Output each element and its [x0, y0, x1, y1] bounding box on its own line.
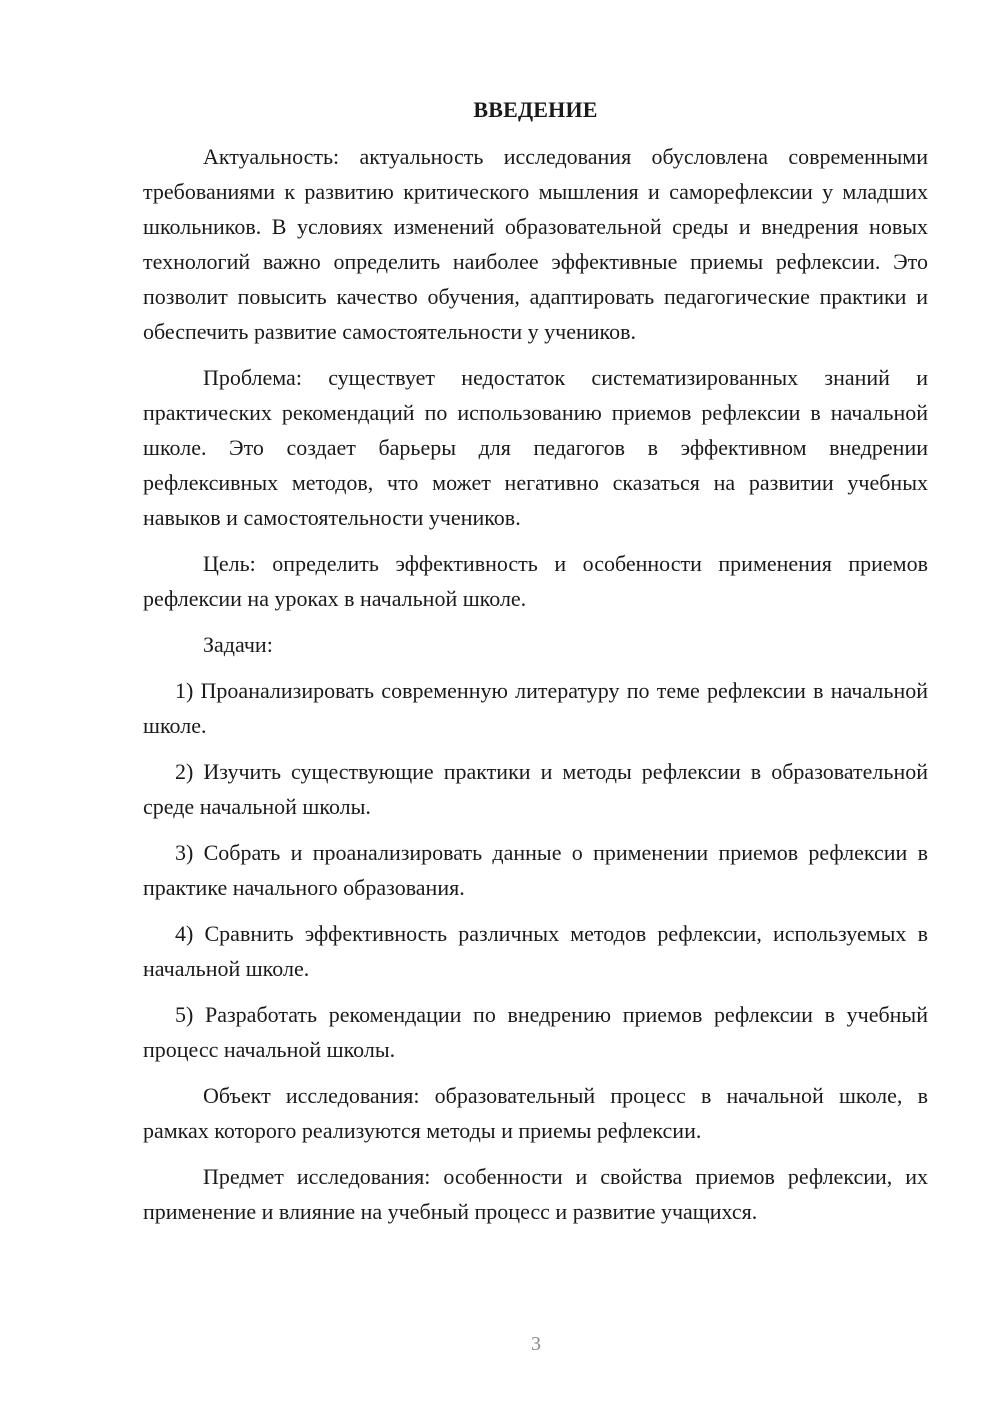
actuality-paragraph: Актуальность: актуальность исследования обусловлена современными требованиями к развитию критического мышления и саморефлексии у младших школьников. В условиях изменений образовательной среды и внедрения новых технологий важно определить наиболее эффективные приемы рефлексии. Это позволит повысить качество обучения, адаптировать педагогические практики и обеспечить развитие самостоятельности у учеников. [143, 144, 928, 344]
object-paragraph: Объект исследования: образовательный процесс в начальной школе, в рамках которого реализуются методы и приемы рефлексии. [143, 1083, 928, 1143]
section-title: ВВЕДЕНИЕ [473, 97, 598, 122]
goal-paragraph: Цель: определить эффективность и особенности применения приемов рефлексии на уроках в начальной школе. [143, 551, 928, 611]
task-item-2: 2) Изучить существующие практики и методы рефлексии в образовательной среде начальной школы. [143, 759, 928, 819]
problem-paragraph: Проблема: существует недостаток систематизированных знаний и практических рекомендаций по использованию приемов рефлексии в начальной школе. Это создает барьеры для педагогов в эффективном внедрении рефлексивных методов, что может негативно сказаться на развитии учебных навыков и самостоятельности учеников. [143, 365, 928, 530]
task-item-3: 3) Собрать и проанализировать данные о применении приемов рефлексии в практике начального образования. [143, 840, 928, 900]
task-item-1: 1) Проанализировать современную литературу по теме рефлексии в начальной школе. [143, 678, 928, 738]
task-item-4: 4) Сравнить эффективность различных методов рефлексии, используемых в начальной школе. [143, 921, 928, 981]
task-item-5: 5) Разработать рекомендации по внедрению приемов рефлексии в учебный процесс начальной школы. [143, 1002, 928, 1062]
document-page [143, 92, 928, 1240]
page-number: 3 [531, 1333, 541, 1355]
subject-paragraph: Предмет исследования: особенности и свойства приемов рефлексии, их применение и влияние на учебный процесс и развитие учащихся. [143, 1164, 928, 1224]
tasks-heading: Задачи: [203, 632, 273, 657]
